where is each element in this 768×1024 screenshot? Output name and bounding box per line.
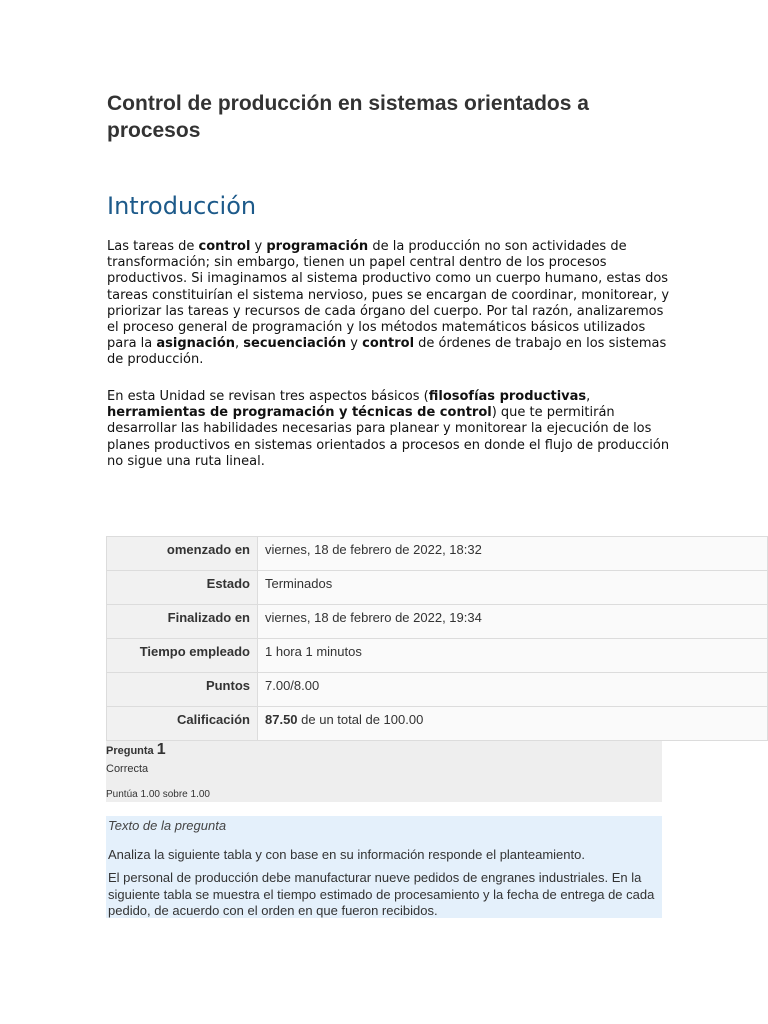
question-instruction: Analiza la siguiente tabla y con base en su información responde el planteamiento. <box>108 847 585 862</box>
bold-term: control <box>198 239 251 254</box>
text-run: de órdenes de trabajo en los sistemas de producción. <box>107 336 667 368</box>
summary-row-started <box>107 537 768 571</box>
question-state: Correcta <box>106 763 149 775</box>
intro-paragraph-1 <box>107 239 677 369</box>
started-value: viernes, 18 de febrero de 2022, 18:32 <box>258 537 768 571</box>
bold-term: herramientas de programación y técnicas de control <box>107 405 492 421</box>
time-label: Tiempo empleado <box>107 639 258 673</box>
text-run: ) que te permitirán desarrollar las habilidades necesarias para planear y monitorear la ejecución de los planes productivos en sistemas orientados a procesos en donde el flujo de producción no sigue una ruta lineal. <box>107 405 670 469</box>
question-number <box>106 741 166 759</box>
section-title: Introducción <box>107 192 257 220</box>
summary-row-state <box>107 571 768 605</box>
text-run: , <box>235 336 244 352</box>
grade-total: de un total de 100.00 <box>297 712 424 727</box>
question-number-value: 1 <box>156 741 166 758</box>
summary-row-grade <box>107 707 768 741</box>
summary-row-time <box>107 639 768 673</box>
summary-row-finished <box>107 605 768 639</box>
summary-row-points <box>107 673 768 707</box>
started-label: omenzado en <box>107 537 258 571</box>
points-label: Puntos <box>107 673 258 707</box>
text-run: En esta Unidad se revisan tres aspectos básicos ( <box>107 389 429 404</box>
question-text-box <box>106 816 662 918</box>
grade-value <box>258 707 768 741</box>
state-value: Terminados <box>258 571 768 605</box>
bold-term: control <box>362 336 415 352</box>
question-info-box <box>106 741 662 802</box>
grade-score: 87.50 <box>265 712 298 727</box>
text-run: Las tareas de <box>107 239 199 254</box>
finished-value: viernes, 18 de febrero de 2022, 19:34 <box>258 605 768 639</box>
attempt-summary-table <box>106 536 768 741</box>
page-title: Control de producción en sistemas orientados a procesos <box>107 92 589 142</box>
bold-term: secuenciación <box>243 336 347 352</box>
bold-term: programación <box>266 239 369 254</box>
question-text-heading: Texto de la pregunta <box>108 818 227 833</box>
text-run: , <box>586 389 591 404</box>
intro-paragraph-2 <box>107 389 677 470</box>
question-label: Pregunta <box>106 745 157 757</box>
text-run: de la producción no son actividades de transformación; sin embargo, tienen un papel central dentro de los procesos productivos. Si imaginamos al sistema productivo como un cuerpo humano, estas dos tareas constituirían el sistema nervioso, pues se encargan de coordinar, monitorear, y priorizar las tareas y recursos de cada órgano del cuerpo. Por tal razón, analizaremos el proceso general de programación y los métodos matemáticos básicos utilizados para la <box>107 239 670 352</box>
bold-term: asignación <box>156 336 236 352</box>
bold-term: filosofías productivas <box>428 389 587 404</box>
grade-label: Calificación <box>107 707 258 741</box>
question-grade: Puntúa 1.00 sobre 1.00 <box>106 789 210 800</box>
finished-label: Finalizado en <box>107 605 258 639</box>
text-run: y <box>346 336 363 352</box>
time-value: 1 hora 1 minutos <box>258 639 768 673</box>
state-label: Estado <box>107 571 258 605</box>
text-run: y <box>250 239 267 254</box>
question-statement: El personal de producción debe manufacturar nueve pedidos de engranes industriales. En la siguiente tabla se muestra el tiempo estimado de procesamiento y la fecha de entrega de cada pedido, de acuerdo con el orden en que fueron recibidos. <box>108 870 655 918</box>
points-value: 7.00/8.00 <box>258 673 768 707</box>
